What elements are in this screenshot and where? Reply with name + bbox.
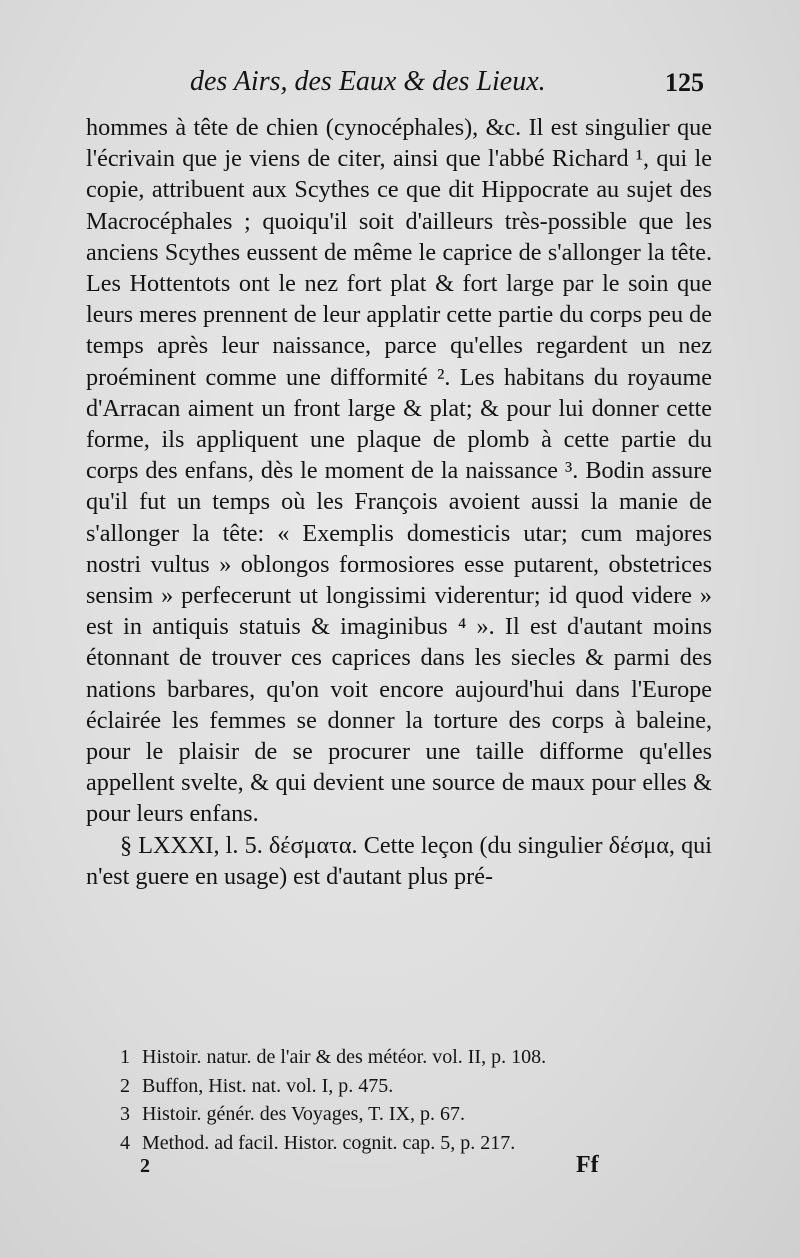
footnotes (120, 1043, 680, 1157)
footnote-number: 4 (120, 1131, 130, 1154)
footnote-text: Histoir. génér. des Voyages, T. IX, p. 67. (142, 1103, 465, 1125)
footnote-text: Histoir. natur. de l'air & des météor. vol. II, p. 108. (142, 1046, 547, 1068)
footnote-number: 3 (120, 1103, 130, 1125)
footnote (120, 1100, 680, 1129)
main-text (86, 112, 712, 892)
footnote (120, 1043, 680, 1072)
footnote-number: 1 (120, 1046, 130, 1068)
running-title: des Airs, des Eaux & des Lieux. (190, 66, 546, 97)
footnote-text: Buffon, Hist. nat. vol. I, p. 475. (142, 1074, 394, 1097)
catchword: Ff (576, 1152, 599, 1178)
paragraph: § LXXXI, l. 5. δέσματα. Cette leçon (du singulier δέσμα, qui n'est guere en usage) est d'autant plus pré- (86, 831, 712, 890)
paragraph: hommes à tête de chien (cynocéphales), &c. Il est singulier que l'écrivain que je viens de citer, ainsi que l'abbé Richard ¹, qui le copie, attribuent aux Scythes ce que dit Hippocrate au sujet des Macrocéphales ; quoiqu'il soit d'ailleurs très-possible que les anciens Scythes eussent de même le caprice de s'allonger la tête. Les Hottentots ont le nez fort plat & fort large par le soin que leurs meres prennent de leur applatir cette partie du corps peu de temps après leur naissance, parce qu'elles regardent un nez proéminent comme une difformité ². Les habitans du royaume d'Arracan aiment un front large & plat; & pour lui donner cette forme, ils appliquent une plaque de plomb à cette partie du corps des enfans, dès le moment de la naissance ³. Bodin assure qu'il fut un temps où les François avoient aussi la manie de s'allonger la tête: « Exemplis domesticis utar; cum majores nostri vultus » oblongos formosiores esse putarent, obstetrices sensim » perfecerunt ut longissimi viderentur; id quod videre » est in antiquis statuis & imaginibus ⁴ ». Il est d'autant moins étonnant de trouver ces caprices dans les siecles & parmi des nations barbares, qu'on voit encore aujourd'hui dans l'Europe éclairée les femmes se donner la torture des corps à baleine, pour le plaisir de se procurer une taille difforme qu'elles appellent svelte, & qui devient une source de maux pour elles & pour leurs enfans. (86, 114, 712, 828)
footnote-text: Method. ad facil. Histor. cognit. cap. 5, p. 217. (142, 1131, 516, 1154)
signature-mark: 2 (140, 1155, 150, 1177)
page-number: 125 (665, 68, 704, 97)
footnote-number: 2 (120, 1074, 130, 1097)
page-header (190, 62, 710, 102)
footnote (120, 1072, 680, 1101)
